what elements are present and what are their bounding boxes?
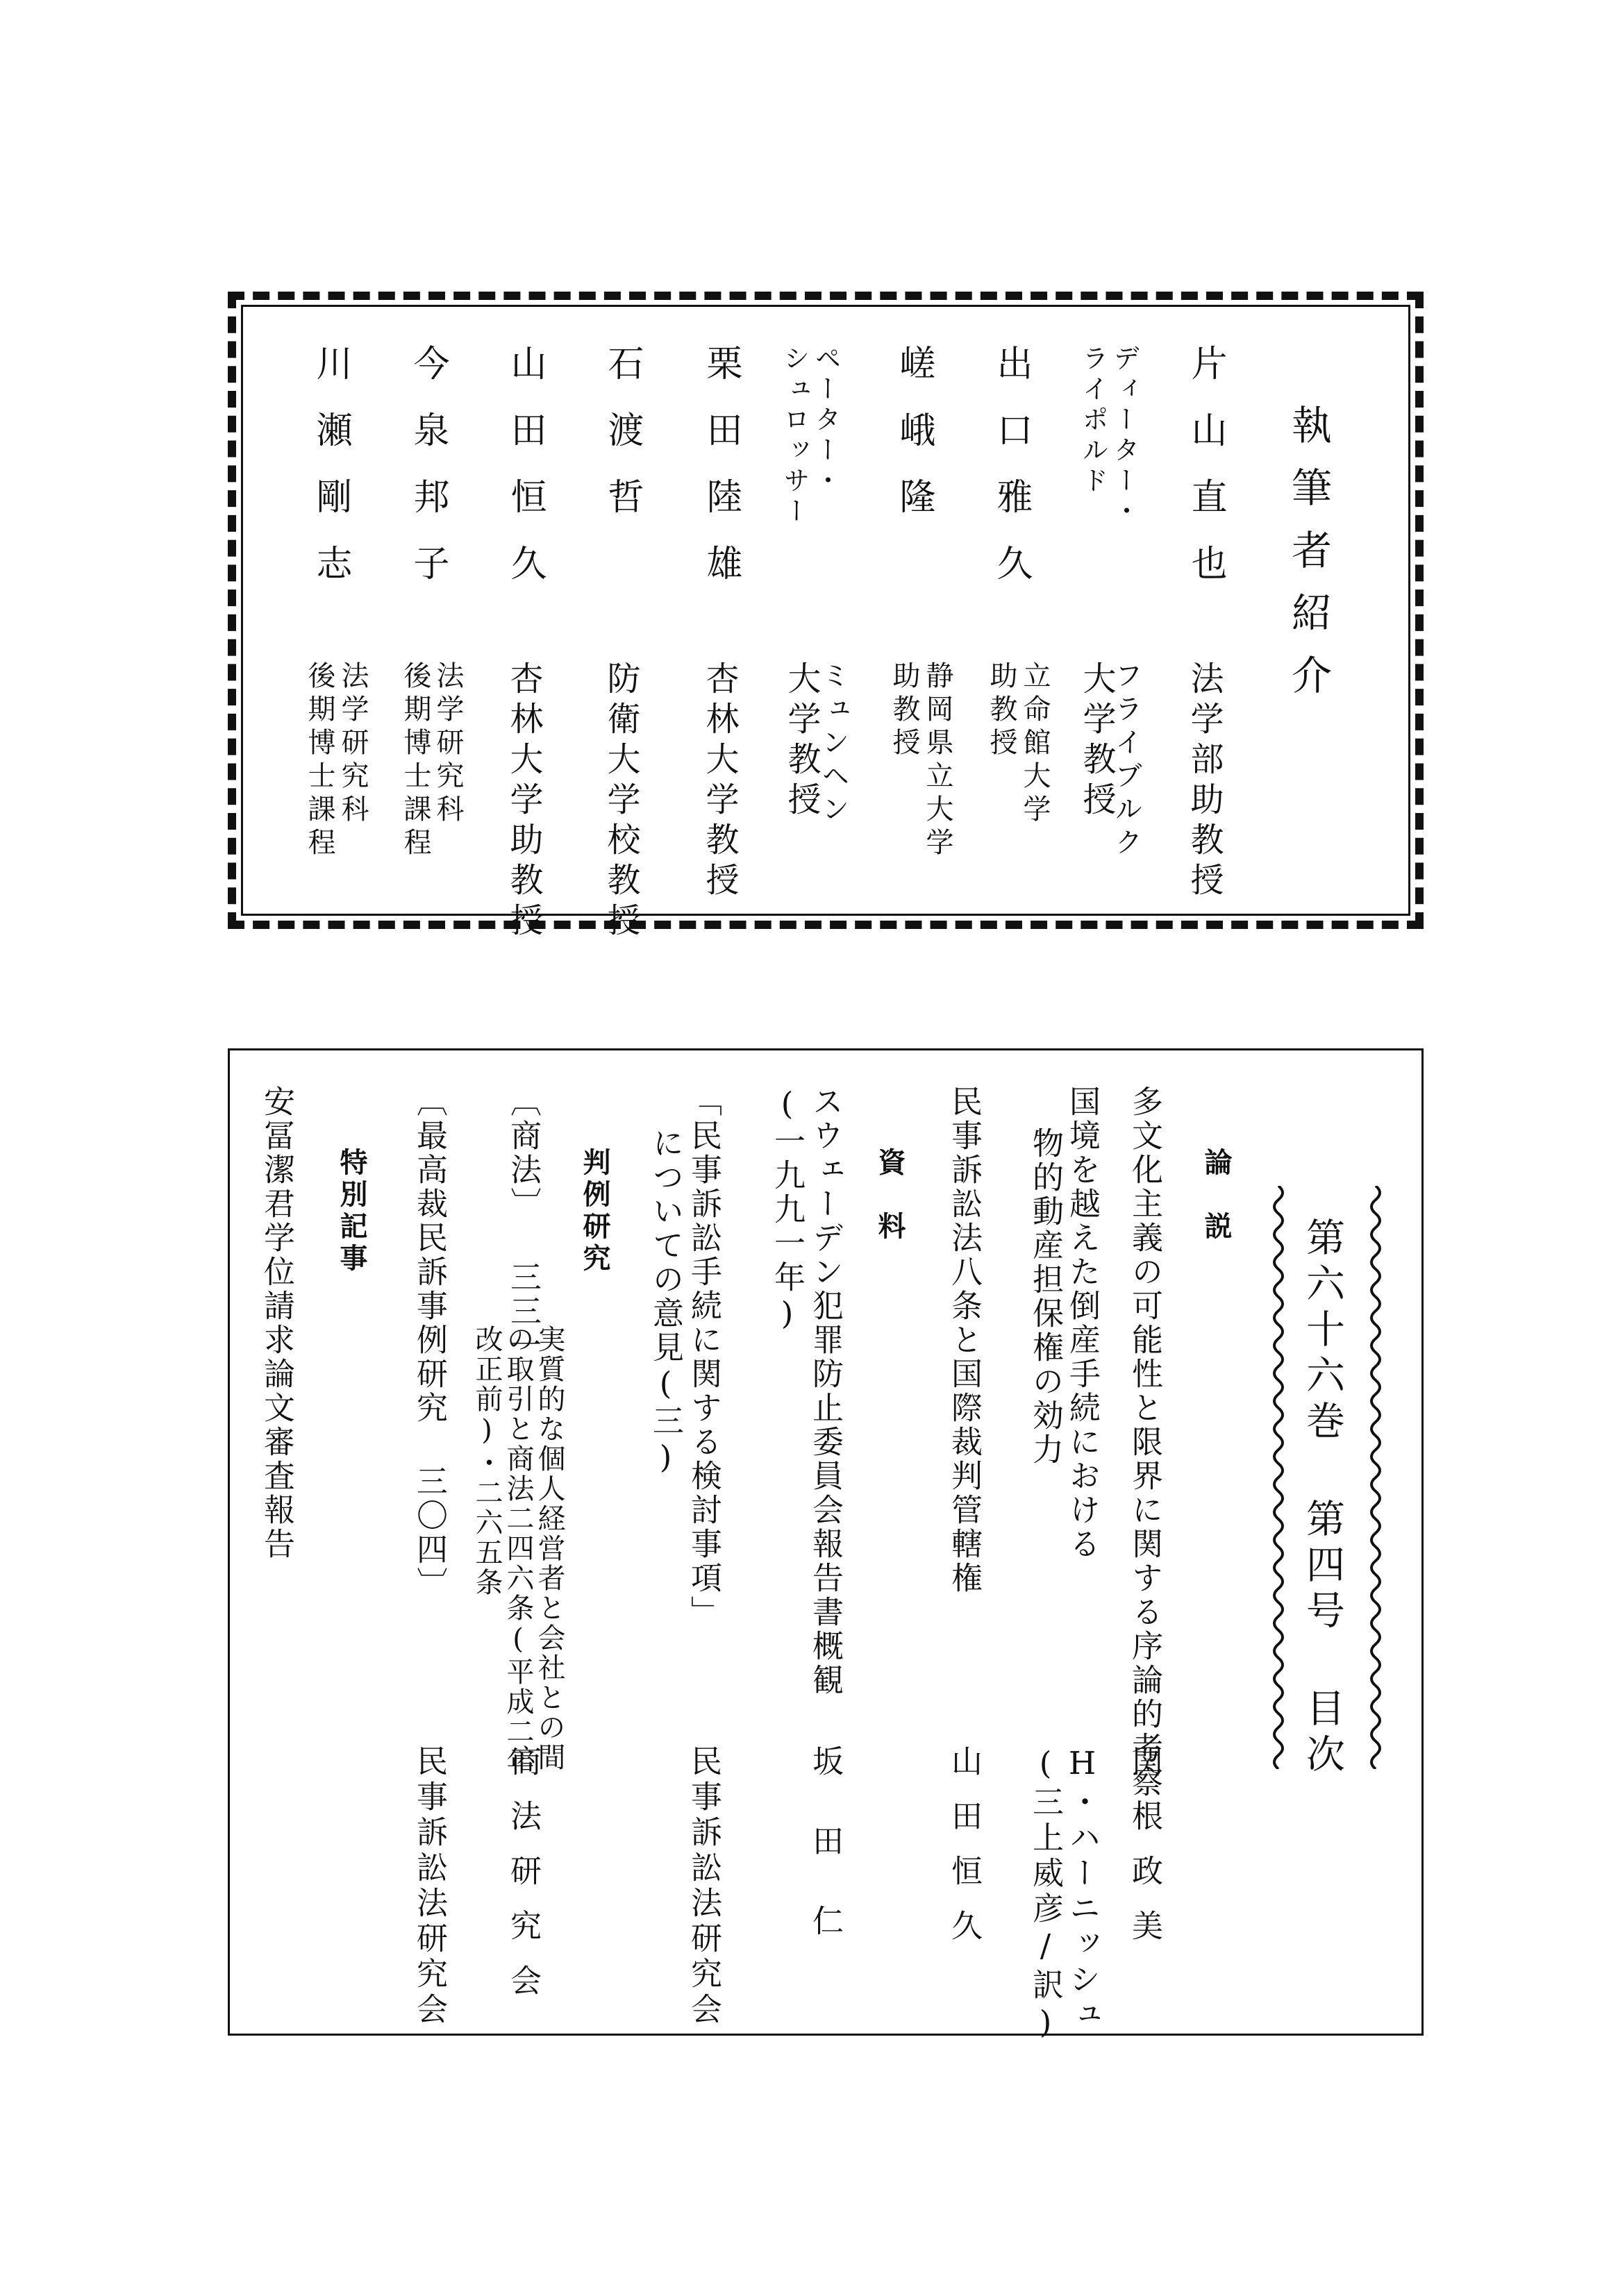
article-author: (三上威彦/訳) bbox=[1027, 1745, 1064, 2045]
contributor-name: 山田恒久 bbox=[504, 344, 546, 611]
volume-title: 第六十六巻 第四号 目次 bbox=[1300, 1217, 1345, 1779]
article-author: 山田恒久 bbox=[946, 1745, 983, 1964]
case-description: の取引と商法二四六条(平成二年 bbox=[502, 1325, 534, 1777]
contributor-affiliation: 大学教授 bbox=[782, 661, 821, 822]
section-heading: 資料 bbox=[874, 1148, 906, 1275]
contributor-name: 石渡哲 bbox=[601, 344, 643, 544]
section-heading: 特別記事 bbox=[335, 1148, 368, 1275]
article-title: 多文化主義の可能性と限界に関する序論的考察 bbox=[1126, 1085, 1163, 1800]
contributor-affiliation: 大学教授 bbox=[1077, 661, 1116, 822]
toc-box bbox=[228, 1048, 1424, 2045]
contributor-affiliation: 杏林大学助教授 bbox=[504, 661, 543, 943]
contributor-affiliation: 立命館大学 bbox=[1019, 661, 1051, 828]
case-label: 〔商法〕 三三一 bbox=[505, 1085, 542, 1363]
article-title: スウェーデン犯罪防止委員会報告書概観 bbox=[807, 1085, 844, 1698]
contributor-affiliation: 助教授 bbox=[985, 661, 1017, 761]
article-title: 民事訴訟法八条と国際裁判管轄権 bbox=[946, 1085, 983, 1595]
case-description: 実質的な個人経営者と会社との間 bbox=[533, 1325, 565, 1773]
contributor-name: ペーター・ bbox=[810, 344, 841, 497]
contributor-affiliation: 静岡県立大学 bbox=[921, 661, 953, 861]
case-description: 改正前)・二六五条 bbox=[471, 1325, 503, 1598]
article-title: (一九九一年) bbox=[769, 1085, 806, 1334]
article-author: 民事訴訟法研究会 bbox=[685, 1745, 722, 2028]
contributor-affiliation: 杏林大学教授 bbox=[700, 661, 739, 903]
article-title: 「民事訴訟手続に関する検討事項」 bbox=[685, 1085, 722, 1629]
article-author: 坂田仁 bbox=[807, 1745, 844, 1984]
article-title: 安冨潔君学位請求論文審査報告 bbox=[258, 1085, 295, 1561]
contributor-name: シュロッサー bbox=[779, 344, 810, 528]
article-title: 国境を越えた倒産手続における bbox=[1064, 1085, 1101, 1561]
article-author: 商法研究会 bbox=[505, 1745, 542, 2019]
contributor-name: ディーター・ bbox=[1109, 344, 1140, 528]
article-title: についての意見(三) bbox=[647, 1127, 684, 1478]
contributor-name: 今泉邦子 bbox=[407, 344, 449, 611]
contributor-name: 栗田陸雄 bbox=[700, 344, 742, 611]
contributor-name: 片山直也 bbox=[1185, 344, 1226, 611]
article-author: H・ハーニッシュ bbox=[1064, 1745, 1101, 2034]
contributor-affiliation: ミュンヘン bbox=[817, 661, 849, 828]
contributor-affiliation: 法学研究科 bbox=[337, 661, 369, 828]
article-author: 関根政美 bbox=[1126, 1745, 1163, 1964]
contributors-box bbox=[228, 292, 1424, 943]
contributor-name: ライポルド bbox=[1078, 344, 1108, 497]
contributor-affiliation: 法学研究科 bbox=[432, 661, 464, 828]
article-title: 物的動産担保権の効力 bbox=[1027, 1127, 1064, 1467]
contributor-name: 出口雅久 bbox=[990, 344, 1032, 611]
contributor-affiliation: 後期博士課程 bbox=[399, 661, 431, 861]
contributors-title: 執筆者紹介 bbox=[1285, 404, 1332, 717]
contributor-affiliation: 法学部助教授 bbox=[1185, 661, 1224, 903]
contributor-affiliation: 後期博士課程 bbox=[303, 661, 335, 861]
case-label: 〔最高裁民訴事例研究 三〇四〕 bbox=[411, 1085, 448, 1601]
section-heading: 論説 bbox=[1200, 1148, 1233, 1275]
contributor-name: 川瀬剛志 bbox=[310, 344, 351, 611]
contributor-affiliation: フライブルク bbox=[1110, 661, 1142, 861]
section-heading: 判例研究 bbox=[578, 1148, 611, 1275]
contributor-affiliation: 防衛大学校教授 bbox=[601, 661, 640, 943]
article-author: 民事訴訟法研究会 bbox=[411, 1745, 448, 2028]
contributor-affiliation: 助教授 bbox=[888, 661, 920, 761]
contributor-name: 嵯峨隆 bbox=[893, 344, 935, 544]
